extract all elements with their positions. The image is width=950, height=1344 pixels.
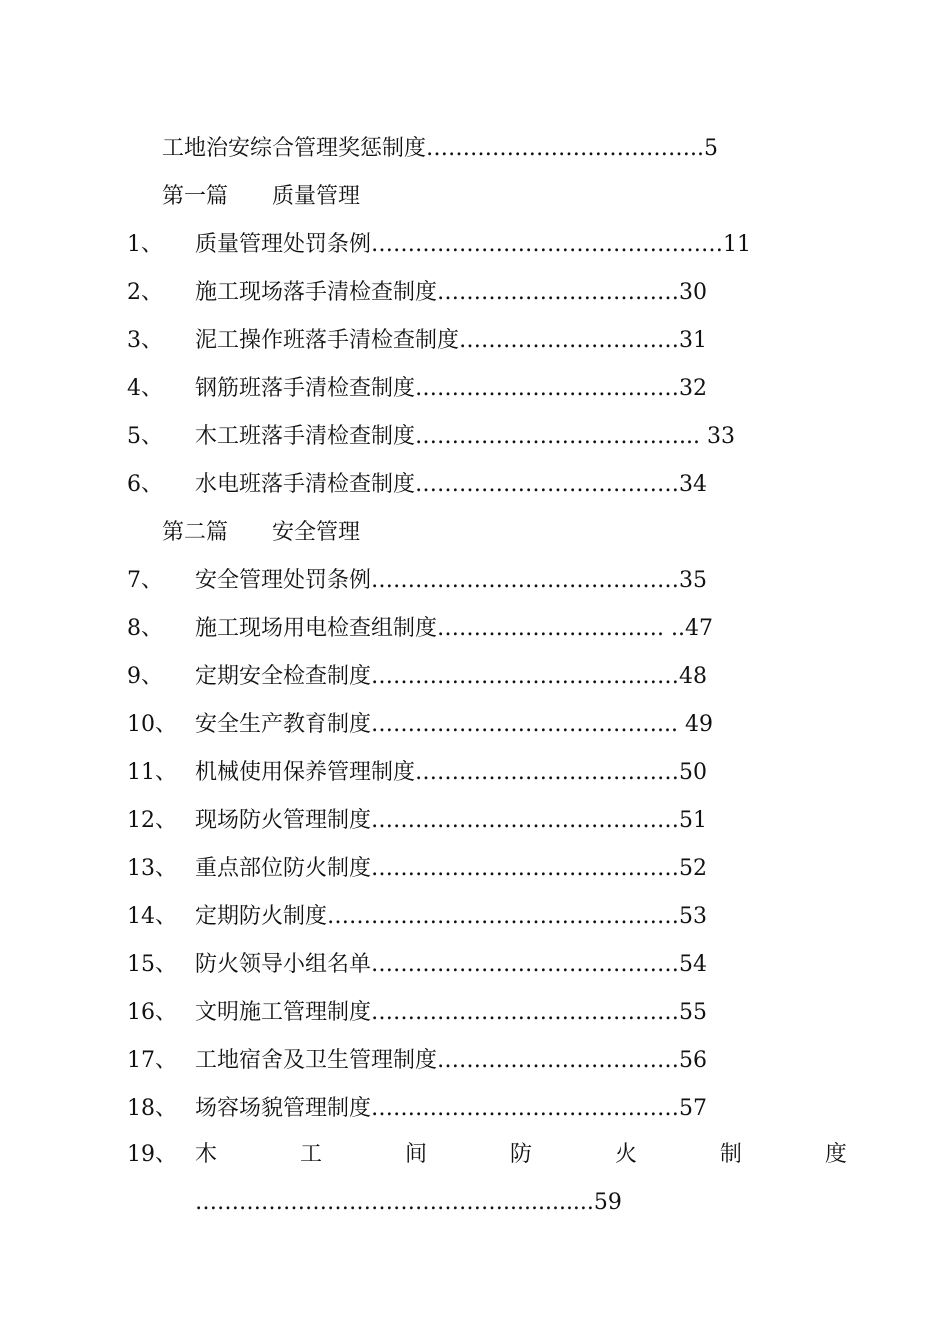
toc-entry-19-leader bbox=[195, 1188, 622, 1218]
title-char: 防 bbox=[509, 1142, 532, 1167]
toc-entry-number: 9、 bbox=[127, 664, 163, 689]
toc-entry-number: 7、 bbox=[127, 568, 163, 593]
toc-entry-text: 防火领导小组名单……………………………………54 bbox=[195, 952, 707, 977]
toc-entry-number: 19、 bbox=[127, 1142, 177, 1167]
toc-entry-text: 水电班落手清检查制度………………………………34 bbox=[195, 472, 707, 497]
toc-entry-text: 泥工操作班落手清检查制度…………………………31 bbox=[195, 328, 707, 353]
toc-entry-text: 定期安全检查制度……………………………………48 bbox=[195, 664, 707, 689]
title-char: 火 bbox=[614, 1142, 637, 1167]
title-char: 间 bbox=[404, 1142, 427, 1167]
toc-entry-text: 质量管理处罚条例…………………………………………11 bbox=[195, 232, 751, 257]
num-19 bbox=[127, 1140, 177, 1170]
toc-entry-text: 安全生产教育制度…………………………………... 49 bbox=[195, 712, 713, 737]
toc-entry-number: 13、 bbox=[127, 856, 177, 881]
toc-entry-number: 8、 bbox=[127, 616, 163, 641]
toc-entry-number: 11、 bbox=[127, 760, 177, 785]
toc-entry-number: 4、 bbox=[127, 376, 163, 401]
toc-entry-19-title bbox=[195, 1140, 847, 1170]
toc-entry-text: 施工现场用电检查组制度…………………………. ..47 bbox=[195, 616, 713, 641]
toc-entry-text: 现场防火管理制度……………………………………51 bbox=[195, 808, 707, 833]
toc-entry-number: 3、 bbox=[127, 328, 163, 353]
toc-entry-text: 安全管理处罚条例……………………………………35 bbox=[195, 568, 707, 593]
toc-entry-number: 6、 bbox=[127, 472, 163, 497]
toc-entry-number: 17、 bbox=[127, 1048, 177, 1073]
section-heading-quality bbox=[162, 182, 360, 212]
title-char: 度 bbox=[824, 1142, 847, 1167]
toc-entry-text: 木工班落手清检查制度………………………………... 33 bbox=[195, 424, 735, 449]
toc-entry-text: 重点部位防火制度……………………………………52 bbox=[195, 856, 707, 881]
leader-with-page: …………………………………….............59 bbox=[195, 1190, 622, 1215]
toc-entry-number: 5、 bbox=[127, 424, 163, 449]
toc-entry-number: 1、 bbox=[127, 232, 163, 257]
toc-entry-text: 文明施工管理制度……………………………………55 bbox=[195, 1000, 707, 1025]
toc-entry-number: 16、 bbox=[127, 1000, 177, 1025]
section-heading-safety bbox=[162, 518, 360, 548]
section-heading-text: 第一篇 质量管理 bbox=[162, 184, 361, 209]
toc-entry-text: 机械使用保养管理制度………………………………50 bbox=[195, 760, 707, 785]
toc-entry-text: 施工现场落手清检查制度……………………………30 bbox=[195, 280, 707, 305]
title-char: 木 bbox=[195, 1142, 218, 1167]
toc-entry-text: 定期防火制度…………………………………………53 bbox=[195, 904, 707, 929]
toc-entry-text: 工地治安综合管理奖惩制度………………………………..5 bbox=[162, 136, 718, 161]
toc-entry-security-rewards bbox=[162, 134, 718, 164]
toc-entry-number: 12、 bbox=[127, 808, 177, 833]
toc-entry-text: 工地宿舍及卫生管理制度……………………………56 bbox=[195, 1048, 707, 1073]
toc-entry-number: 18、 bbox=[127, 1096, 177, 1121]
section-heading-text: 第二篇 安全管理 bbox=[162, 520, 361, 545]
toc-entry-number: 15、 bbox=[127, 952, 177, 977]
title-char: 工 bbox=[299, 1142, 322, 1167]
title-char: 制 bbox=[719, 1142, 742, 1167]
toc-entry-number: 2、 bbox=[127, 280, 163, 305]
toc-entry-number: 14、 bbox=[127, 904, 177, 929]
toc-entry-text: 场容场貌管理制度……………………………………57 bbox=[195, 1096, 707, 1121]
toc-entry-number: 10、 bbox=[127, 712, 177, 737]
toc-entry-text: 钢筋班落手清检查制度………………………………32 bbox=[195, 376, 707, 401]
